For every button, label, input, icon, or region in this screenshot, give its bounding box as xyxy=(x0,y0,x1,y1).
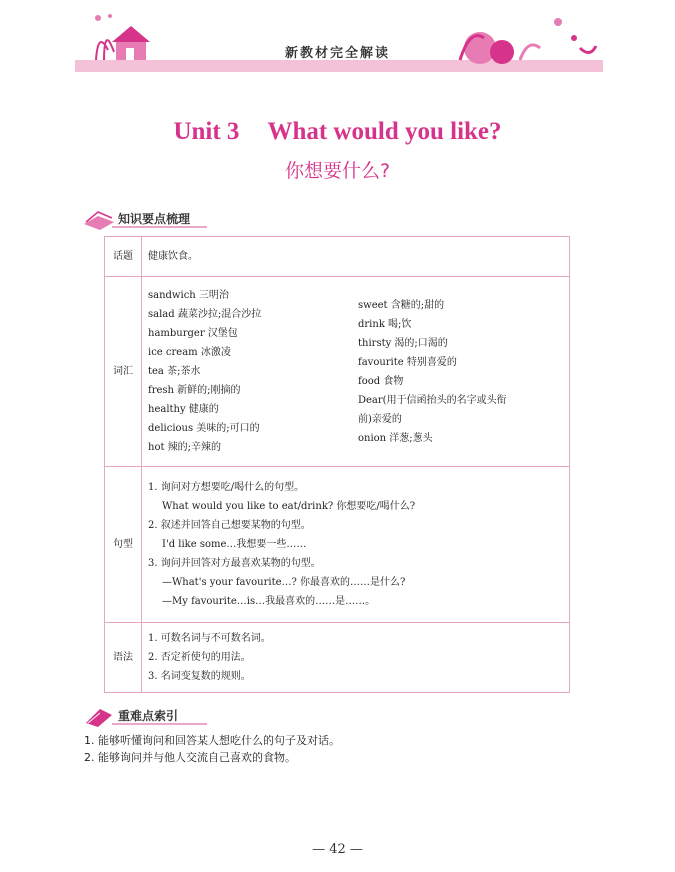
vocab-item: favourite 特别喜爱的 xyxy=(358,357,457,368)
pattern-line: What would you like to eat/drink? 你想要吃/喝什么? xyxy=(162,501,416,512)
section-underline xyxy=(112,226,207,228)
book-icon xyxy=(82,208,116,230)
unit-number: Unit 3 xyxy=(173,118,240,145)
pattern-line: 2. 叙述并回答自己想要某物的句型。 xyxy=(148,520,311,531)
row-label-vocab: 词汇 xyxy=(105,277,142,467)
pattern-line: —My favourite…is…我最喜欢的……是……。 xyxy=(162,596,376,607)
page-number: — 42 — xyxy=(312,842,363,857)
plant-decoration-icon xyxy=(440,8,600,70)
vocab-item: 前)亲爱的 xyxy=(358,414,402,425)
section-label: 知识要点梳理 xyxy=(118,212,191,226)
pattern-line: 1. 询问对方想要吃/喝什么的句型。 xyxy=(148,482,305,493)
vocab-item: onion 洋葱;葱头 xyxy=(358,433,433,444)
section-label: 重难点索引 xyxy=(118,709,179,723)
unit-question: What would you like? xyxy=(267,118,502,145)
vocab-item: drink 喝;饮 xyxy=(358,319,412,330)
row-label-patterns: 句型 xyxy=(105,467,142,623)
vocab-item: hamburger 汉堡包 xyxy=(148,328,238,339)
vocab-cell xyxy=(142,277,570,467)
grammar-line: 3. 名词变复数的规则。 xyxy=(148,671,251,682)
page-header xyxy=(0,0,675,80)
row-label-topic: 话题 xyxy=(105,237,142,277)
pattern-line: —What's your favourite…? 你最喜欢的……是什么? xyxy=(162,577,406,588)
key-point-item: 2. 能够询问并与他人交流自己喜欢的食物。 xyxy=(84,751,296,764)
vocab-item: healthy 健康的 xyxy=(148,404,219,415)
vocab-item: sweet 含糖的;甜的 xyxy=(358,300,445,311)
vocab-item: hot 辣的;辛辣的 xyxy=(148,442,222,453)
vocab-item: thirsty 渴的;口渴的 xyxy=(358,338,448,349)
grammar-line: 2. 否定祈使句的用法。 xyxy=(148,652,251,663)
grammar-line: 1. 可数名词与不可数名词。 xyxy=(148,633,271,644)
table-row-topic xyxy=(105,237,570,277)
table-row-grammar xyxy=(105,623,570,693)
vocab-item: delicious 美味的;可口的 xyxy=(148,423,260,434)
table-row-vocab xyxy=(105,277,570,467)
header-title: 新教材完全解读 xyxy=(284,46,390,61)
vocab-item: ice cream 冰激凌 xyxy=(148,347,231,358)
key-points-list xyxy=(84,732,340,766)
knowledge-table xyxy=(104,236,570,693)
unit-title-chinese: 你想要什么? xyxy=(284,160,391,182)
vocab-left-column xyxy=(148,286,358,457)
vocab-item: tea 茶;茶水 xyxy=(148,366,201,377)
vocab-item: salad 蔬菜沙拉;混合沙拉 xyxy=(148,309,262,320)
row-label-grammar: 语法 xyxy=(105,623,142,693)
patterns-cell xyxy=(142,467,570,623)
vocab-item: Dear(用于信函抬头的名字或头衔 xyxy=(358,395,507,406)
vocab-item: fresh 新鲜的;刚摘的 xyxy=(148,385,241,396)
vocab-item: food 食物 xyxy=(358,376,404,387)
pattern-line: I'd like some…我想要一些…… xyxy=(162,539,307,550)
topic-text: 健康饮食。 xyxy=(142,237,570,277)
vocab-right-column xyxy=(358,286,558,448)
notebook-icon xyxy=(82,705,116,727)
pattern-line: 3. 询问并回答对方最喜欢某物的句型。 xyxy=(148,558,321,569)
vocab-item: sandwich 三明治 xyxy=(148,290,229,301)
key-point-item: 1. 能够听懂询问和回答某人想吃什么的句子及对话。 xyxy=(84,734,340,747)
section-underline xyxy=(112,723,207,725)
table-row-patterns xyxy=(105,467,570,623)
grammar-cell xyxy=(142,623,570,693)
unit-title xyxy=(0,118,675,146)
